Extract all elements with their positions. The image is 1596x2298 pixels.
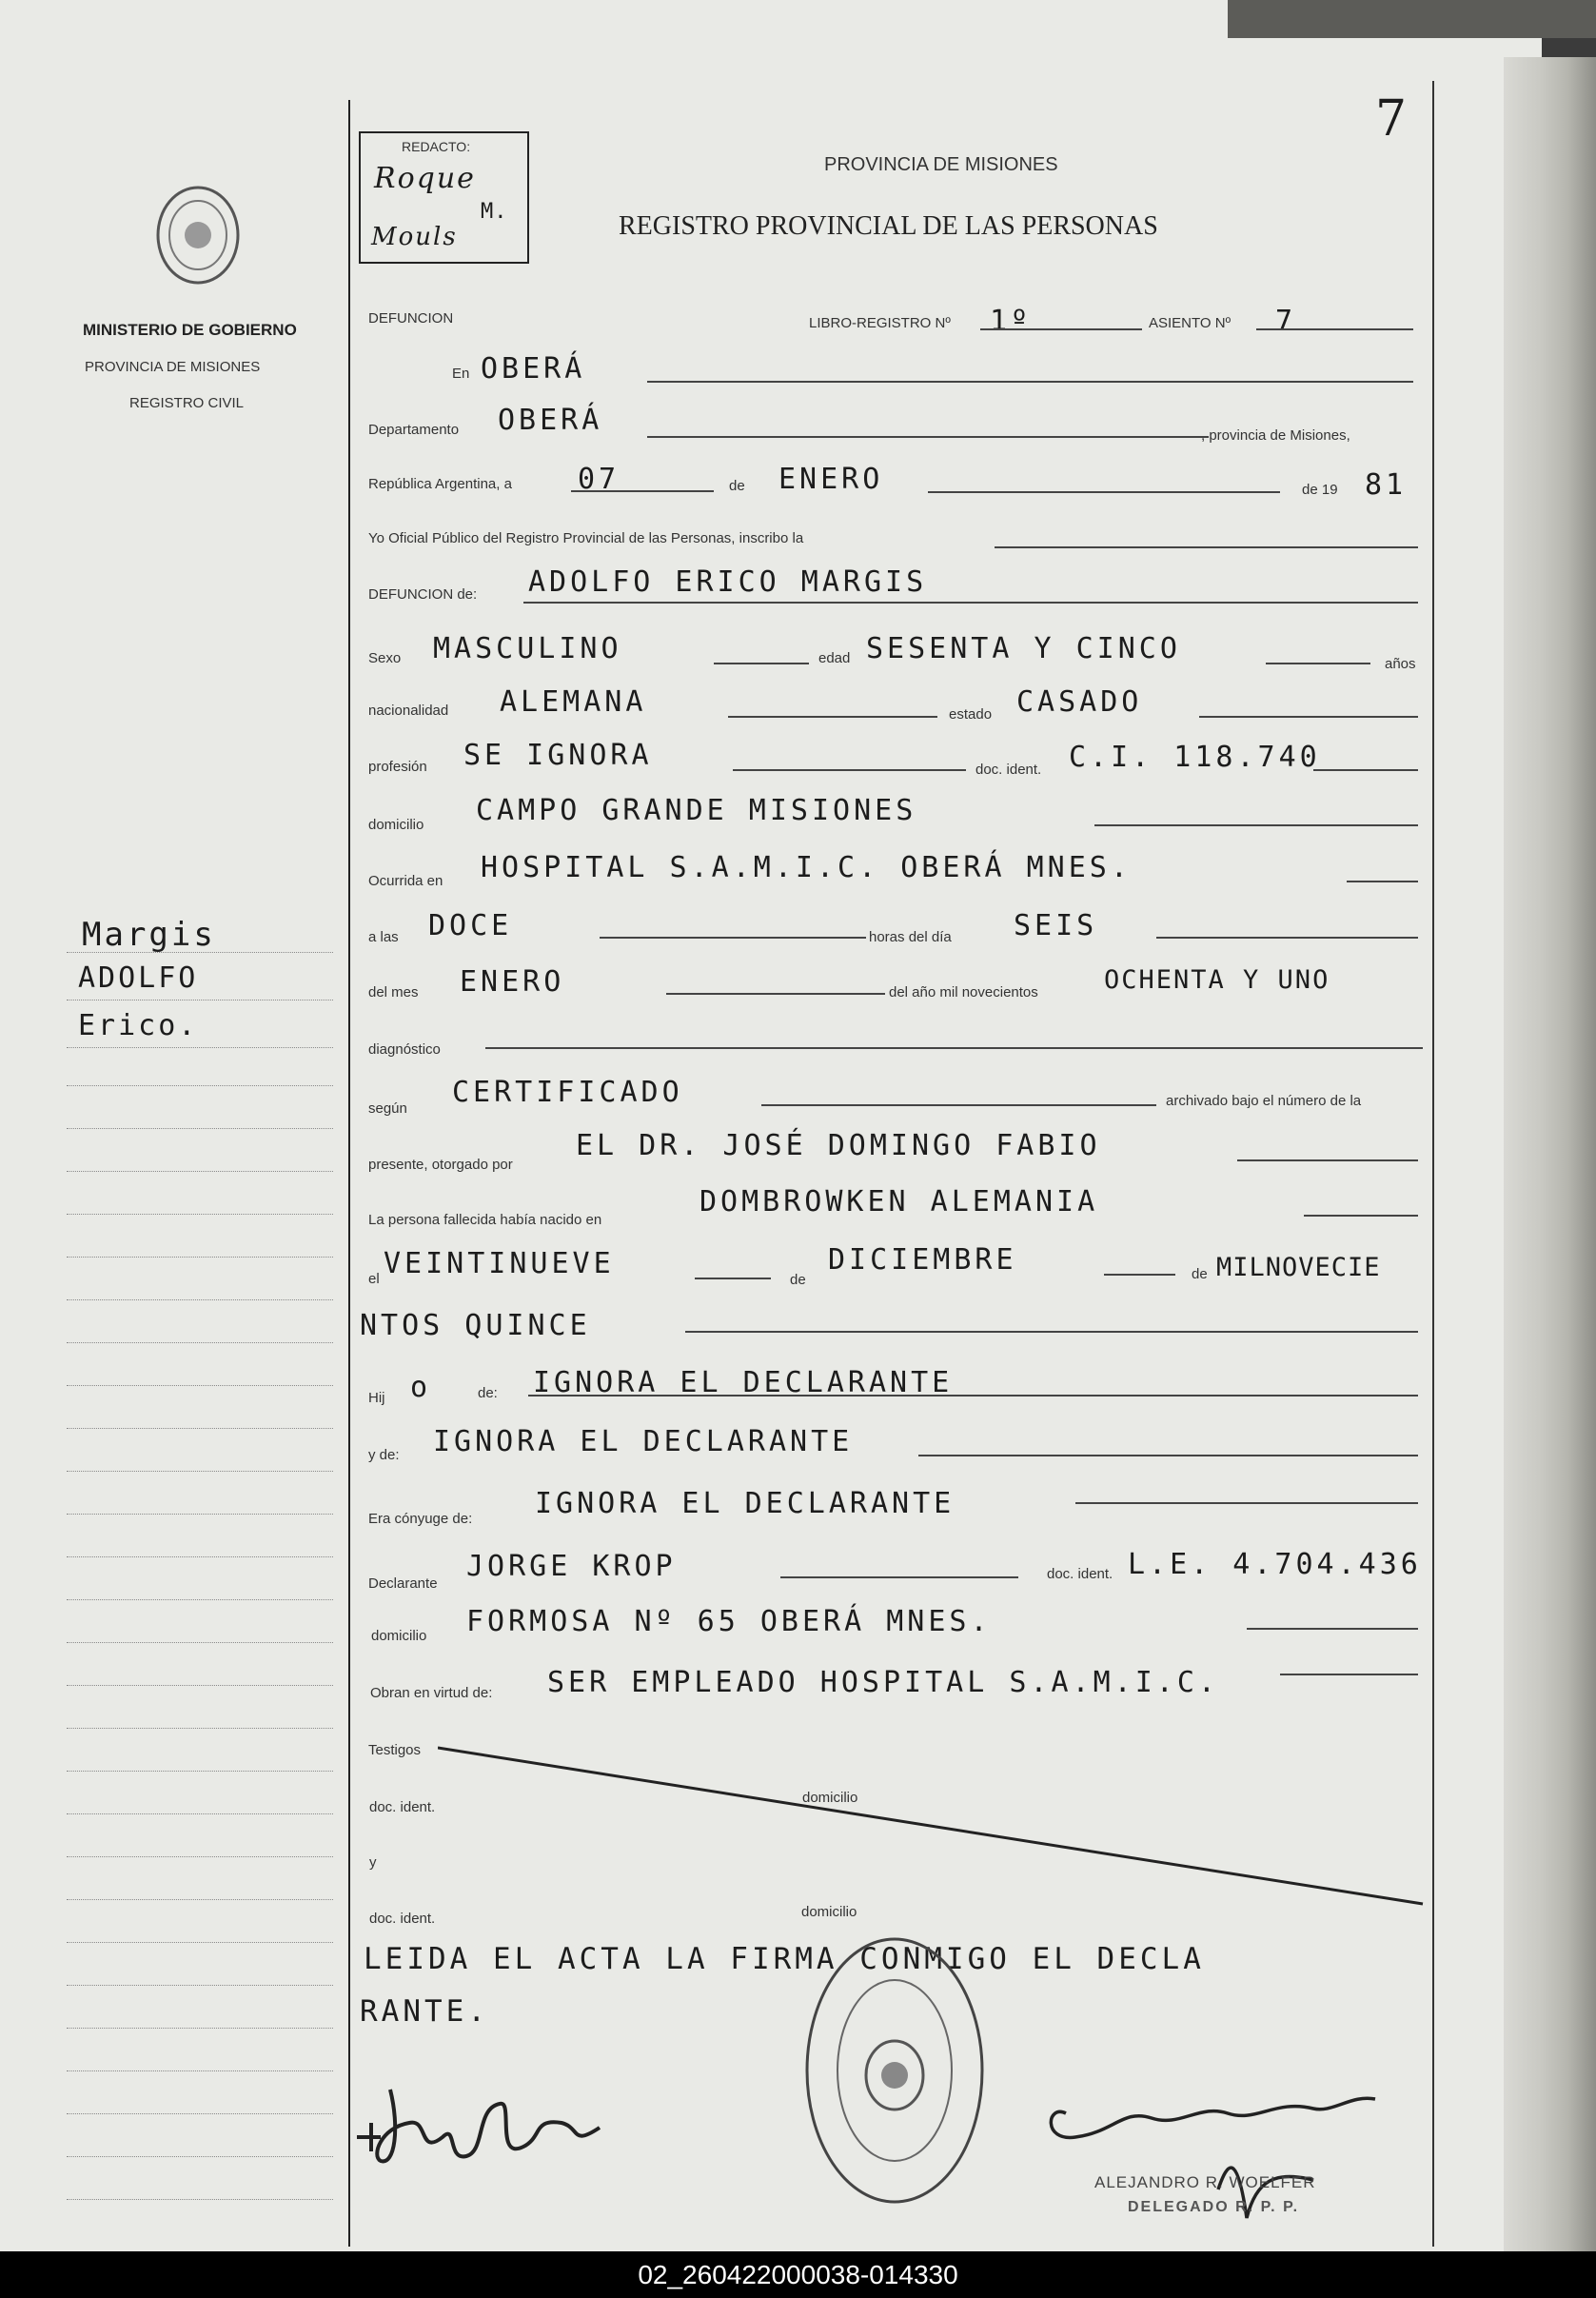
estado-value: CASADO [1016, 685, 1143, 719]
hijo-label: Hij [368, 1390, 385, 1406]
footer-id: 02_260422000038-014330 [0, 2251, 1596, 2298]
margin-line [67, 1047, 333, 1048]
horas-label: horas del día [869, 929, 952, 945]
margin-line [67, 1342, 333, 1343]
edad-underline [1266, 663, 1370, 664]
conyuge-label: Era cónyuge de: [368, 1511, 473, 1527]
day-underline [571, 490, 714, 492]
alas-value: DOCE [428, 909, 513, 942]
month-underline [928, 491, 1280, 493]
ministry-label: MINISTERIO DE GOBIERNO [83, 321, 297, 339]
de3-label: de [1192, 1266, 1208, 1282]
margin-line [67, 1942, 333, 1943]
sexo-underline [714, 663, 809, 664]
nacido-label: La persona fallecida había nacido en [368, 1212, 602, 1228]
delmes-label: del mes [368, 984, 419, 1000]
margin-line [67, 1856, 333, 1857]
testigo2-doc-label: doc. ident. [369, 1911, 436, 1927]
anos-label: años [1385, 656, 1416, 672]
decl-dom-value: FORMOSA Nº 65 OBERÁ MNES. [466, 1605, 992, 1638]
horas-underline [1156, 937, 1418, 939]
margin-firstname: ADOLFO [78, 961, 199, 995]
declarante-label: Declarante [368, 1575, 438, 1592]
profesion-label: profesión [368, 759, 427, 775]
alas-label: a las [368, 929, 399, 945]
segun-label: según [368, 1100, 407, 1117]
day-value: 07 [578, 463, 621, 496]
left-province-label: PROVINCIA DE MISIONES [85, 359, 261, 375]
domicilio-value: CAMPO GRANDE MISIONES [476, 794, 917, 827]
official-title: DELEGADO R. P. P. [1128, 2199, 1300, 2215]
margin-line [67, 1128, 333, 1129]
margin-surname: Margis [82, 916, 216, 954]
margin-line [67, 2070, 333, 2071]
testigo1-dom-label: domicilio [802, 1790, 858, 1806]
nacido-value: DOMBROWKEN ALEMANIA [699, 1185, 1099, 1218]
alas-underline [600, 937, 866, 939]
edad-label: edad [818, 650, 851, 666]
province-header: PROVINCIA DE MISIONES [824, 154, 1058, 175]
margin-line [67, 2028, 333, 2029]
obran-label: Obran en virtud de: [370, 1685, 493, 1701]
archivado-label: archivado bajo el número de la [1166, 1093, 1362, 1109]
hijo-value: o [410, 1371, 432, 1404]
departamento-label: Departamento [368, 422, 460, 438]
estado-underline [1199, 716, 1418, 718]
testigo2-dom-label: domicilio [801, 1904, 857, 1920]
margin-line [67, 1085, 333, 1086]
margin-line [67, 1171, 333, 1172]
defuncion-de-value: ADOLFO ERICO MARGIS [528, 565, 928, 599]
official-signature [1037, 2075, 1418, 2247]
margin-line [67, 1385, 333, 1386]
testigos-strikethrough [438, 1742, 1428, 1913]
redacto-label: REDACTO: [402, 139, 471, 154]
de-label: de [729, 478, 745, 494]
margin-line [67, 1214, 333, 1215]
conyuge-underline [1075, 1502, 1418, 1504]
decl-doc-value: L.E. 4.704.436 [1128, 1548, 1422, 1581]
sexo-value: MASCULINO [433, 632, 622, 665]
margin-line [67, 1728, 333, 1729]
yde-value: IGNORA EL DECLARANTE [433, 1425, 854, 1458]
estado-label: estado [949, 706, 993, 723]
year-value: 81 [1365, 468, 1408, 502]
decl-doc-label: doc. ident. [1047, 1566, 1113, 1582]
oficial-text: Yo Oficial Público del Registro Provincial de las Personas, inscribo la [368, 530, 804, 546]
obran-value: SER EMPLEADO HOSPITAL S.A.M.I.C. [547, 1666, 1219, 1699]
margin-line [67, 1556, 333, 1557]
margin-line [67, 1599, 333, 1600]
margin-line [67, 2156, 333, 2157]
hijo-de-label: de: [478, 1385, 498, 1401]
el-label: el [368, 1271, 380, 1287]
profesion-value: SE IGNORA [463, 739, 653, 772]
el-underline [695, 1278, 771, 1279]
conyuge-value: IGNORA EL DECLARANTE [535, 1487, 956, 1520]
profesion-underline [733, 769, 966, 771]
redacto-name-1: Roque [374, 162, 476, 195]
doc-ident-value: C.I. 118.740 [1069, 741, 1321, 774]
republica-label: República Argentina, a [368, 476, 512, 492]
declarante-value: JORGE KROP [466, 1550, 677, 1583]
provincia-suffix: , provincia de Misiones, [1201, 427, 1350, 444]
margin-line [67, 1985, 333, 1986]
segun-underline [761, 1104, 1156, 1106]
hijo-underline [528, 1395, 1418, 1397]
closing-line-1: LEIDA EL ACTA LA FIRMA CONMIGO EL DECLA [364, 1942, 1205, 1976]
testigo1-doc-label: doc. ident. [369, 1799, 436, 1815]
registry-title: REGISTRO PROVINCIAL DE LAS PERSONAS [619, 211, 1158, 241]
doc-ident-label: doc. ident. [975, 762, 1042, 778]
diagnostico-label: diagnóstico [368, 1041, 441, 1058]
redacto-name-2: M. [481, 200, 508, 224]
delmes-value: ENERO [460, 965, 565, 999]
margin-middlename: Erico. [78, 1009, 199, 1042]
margin-line [67, 1299, 333, 1300]
yde-underline [918, 1455, 1418, 1456]
margin-line [67, 1428, 333, 1429]
presente-label: presente, otorgado por [368, 1157, 513, 1173]
libro-underline [980, 328, 1142, 330]
closing-line-2: RANTE. [360, 1994, 489, 2029]
segun-value: CERTIFICADO [452, 1076, 683, 1109]
official-round-stamp [799, 1932, 990, 2209]
margin-line [67, 2113, 333, 2114]
margin-line [67, 2199, 333, 2200]
de19-label: de 19 [1302, 482, 1338, 498]
anio-value: OCHENTA Y UNO [1104, 965, 1330, 995]
margin-line [67, 1642, 333, 1643]
diagnostico-underline [485, 1047, 1423, 1049]
right-rule [1432, 81, 1434, 2247]
defuncion-title: DEFUNCION [368, 310, 454, 327]
de3-value: MILNOVECIE [1216, 1253, 1381, 1282]
de2-value: DICIEMBRE [828, 1243, 1017, 1277]
asiento-value: 7 [1275, 305, 1297, 338]
en-value: OBERÁ [481, 352, 586, 386]
ocurrida-label: Ocurrida en [368, 873, 443, 889]
ocurrida-underline [1347, 881, 1418, 882]
coat-of-arms-seal [150, 183, 246, 287]
nacionalidad-value: ALEMANA [500, 685, 647, 719]
edad-value: SESENTA Y CINCO [866, 632, 1181, 665]
ocurrida-value: HOSPITAL S.A.M.I.C. OBERÁ MNES. [481, 851, 1132, 884]
horas-value: SEIS [1014, 909, 1098, 942]
nacido-underline [1304, 1215, 1418, 1217]
oficial-underline [995, 546, 1418, 548]
margin-line [67, 952, 333, 953]
de2-underline [1104, 1274, 1175, 1276]
asiento-underline [1256, 328, 1413, 330]
declarante-underline [780, 1576, 1018, 1578]
margin-line [67, 1899, 333, 1900]
libro-label: LIBRO-REGISTRO Nº [809, 315, 951, 331]
hijo-de-value: IGNORA EL DECLARANTE [533, 1366, 954, 1399]
anio-label: del año mil novecientos [889, 984, 1038, 1000]
margin-line [67, 1514, 333, 1515]
de2-label: de [790, 1272, 806, 1288]
margin-line [67, 1257, 333, 1258]
sexo-label: Sexo [368, 650, 402, 666]
nacionalidad-underline [728, 716, 937, 718]
stacked-page-edges [1504, 57, 1596, 2251]
nacionalidad-label: nacionalidad [368, 703, 449, 719]
defuncion-de-underline [523, 602, 1418, 604]
yde-label: y de: [368, 1447, 400, 1463]
redacto-name-3: Mouls [371, 223, 458, 251]
registro-civil-label: REGISTRO CIVIL [129, 395, 245, 411]
margin-line [67, 1771, 333, 1772]
birth-year-continuation: NTOS QUINCE [360, 1309, 591, 1342]
presente-underline [1237, 1159, 1418, 1161]
left-rule [348, 100, 350, 2247]
continuation-underline [685, 1331, 1418, 1333]
presente-value: EL DR. JOSÉ DOMINGO FABIO [576, 1129, 1101, 1162]
en-underline [647, 381, 1413, 383]
obran-underline [1280, 1674, 1418, 1675]
doc-ident-underline [1313, 769, 1418, 771]
page-number: 7 [1375, 90, 1411, 148]
testigos-label: Testigos [368, 1742, 422, 1758]
domicilio-underline [1094, 824, 1418, 826]
el-value: VEINTINUEVE [384, 1247, 615, 1280]
departamento-value: OBERÁ [498, 404, 603, 437]
month-value: ENERO [778, 463, 884, 496]
official-name: ALEJANDRO R. WOELFER [1094, 2173, 1316, 2191]
margin-line [67, 1813, 333, 1814]
asiento-label: ASIENTO Nº [1149, 315, 1231, 331]
background-fold [1228, 0, 1596, 38]
en-label: En [452, 366, 470, 382]
declarant-signature [352, 2070, 638, 2175]
defuncion-de-label: DEFUNCION de: [368, 586, 478, 603]
y-label: y [369, 1854, 377, 1871]
decl-dom-underline [1247, 1628, 1418, 1630]
libro-value: 1º [990, 305, 1033, 338]
margin-line [67, 1685, 333, 1686]
departamento-underline [647, 436, 1209, 438]
domicilio-label: domicilio [368, 817, 424, 833]
decl-dom-label: domicilio [371, 1628, 427, 1644]
margin-line [67, 1471, 333, 1472]
delmes-underline [666, 993, 885, 995]
